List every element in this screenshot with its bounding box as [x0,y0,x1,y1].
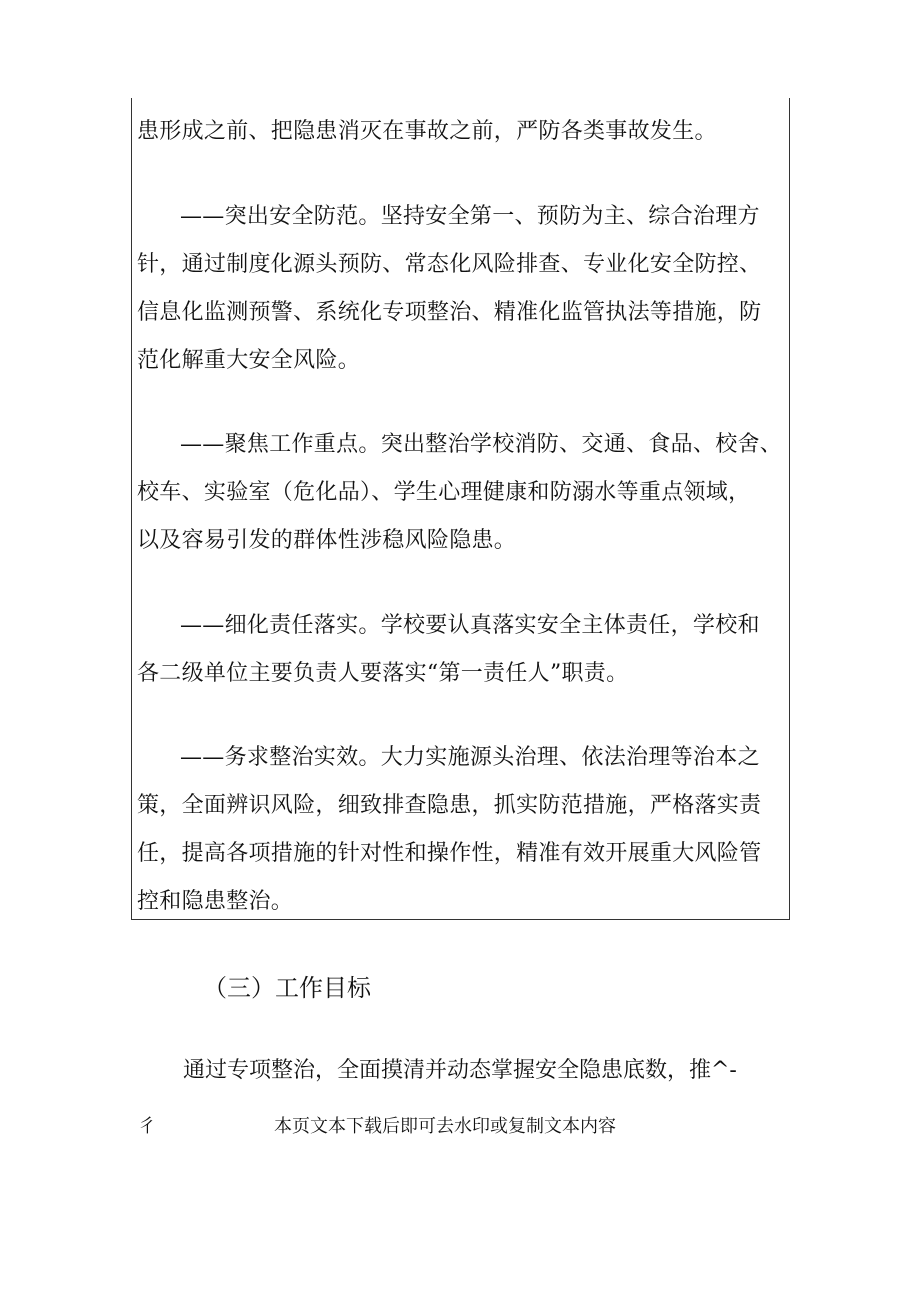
watermark-mark: 彳 [138,1116,156,1137]
paragraph-line: 各二级单位主要负责人要落实“第一责任人”职责。 [137,661,629,686]
paragraph-line: 控和隐患整治。 [137,889,294,914]
paragraph-line: ——聚焦工作重点。突出整治学校消防、交通、食品、校舍、 [180,432,783,457]
section-heading: （三）工作目标 [203,974,371,1002]
paragraph-line: 校车、实验室（危化品）、学生心理健康和防溺水等重点领域， [137,480,751,505]
paragraph-line: ——细化责任落实。学校要认真落实安全主体责任，学校和 [180,613,760,638]
paragraph-line: 任，提高各项措施的针对性和操作性，精准有效开展重大风险管 [137,841,762,866]
watermark-notice [138,1114,616,1140]
body-text-line: 通过专项整治，全面摸清并动态掌握安全隐患底数，推^- [183,1058,737,1083]
paragraph-line: 患形成之前、把隐患消灭在事故之前，严防各类事故发生。 [137,119,717,144]
paragraph-line: ——突出安全防范。坚持安全第一、预防为主、综合治理方 [180,204,760,229]
paragraph-line: 以及容易引发的群体性涉稳风险隐患。 [137,528,517,553]
watermark-text: 本页文本下载后即可去水印或复制文本内容 [274,1116,616,1137]
paragraph-line: 针，通过制度化源头预防、常态化风险排查、专业化安全防控、 [137,252,762,277]
paragraph-line: 策，全面辨识风险，细致排查隐患，抓实防范措施，严格落实责 [137,793,762,818]
paragraph-line: 范化解重大安全风险。 [137,348,361,373]
paragraph-line: 信息化监测预警、系统化专项整治、精准化监管执法等措施，防 [137,300,762,325]
paragraph-line: ——务求整治实效。大力实施源头治理、依法治理等治本之 [180,745,760,770]
